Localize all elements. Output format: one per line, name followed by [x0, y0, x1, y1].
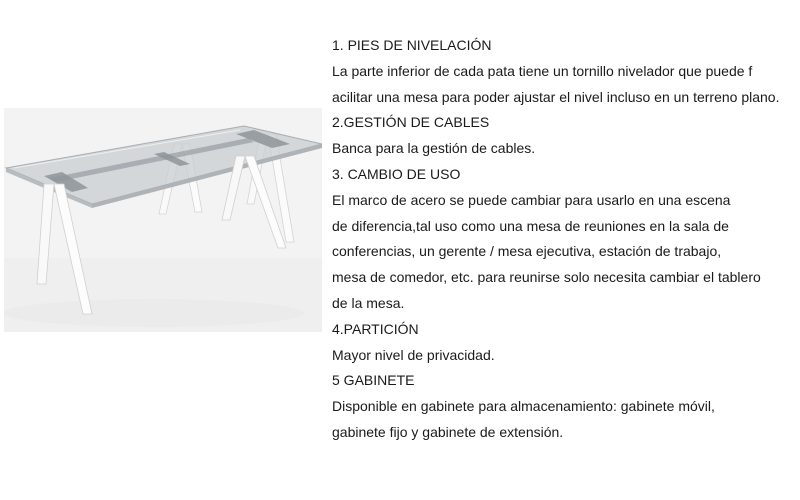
- leveling-feet-text-line: acilitar una mesa para poder ajustar el nivel incluso en un terreno plano.: [332, 88, 780, 105]
- change-of-use-text-line: mesa de comedor, etc. para reunirse solo necesita cambiar el tablero: [332, 269, 761, 286]
- change-of-use-text-line: El marco de acero se puede cambiar para usarlo en una escena: [332, 191, 731, 208]
- cabinet-text-line: Disponible en gabinete para almacenamiento: gabinete móvil,: [332, 398, 715, 415]
- floor-shadow: [4, 299, 304, 327]
- feature-description: [332, 33, 798, 446]
- change-of-use-text-line: de diferencia,tal uso como una mesa de reuniones en la sala de: [332, 217, 729, 234]
- leveling-feet-text-line: La parte inferior de cada pata tiene un tornillo nivelador que puede f: [332, 62, 753, 79]
- change-of-use-text-line: de la mesa.: [332, 294, 405, 311]
- heading-change-of-use: 3. CAMBIO DE USO: [332, 165, 461, 182]
- heading-leveling-feet: 1. PIES DE NIVELACIÓN: [332, 37, 492, 53]
- heading-partition: 4.PARTICIÓN: [332, 320, 419, 337]
- heading-cabinet: 5 GABINETE: [332, 372, 415, 389]
- change-of-use-text-line: conferencias, un gerente / mesa ejecutiva, estación de trabajo,: [332, 243, 722, 260]
- heading-cable-management: 2.GESTIÓN DE CABLES: [332, 114, 490, 131]
- cable-management-text-line: Banca para la gestión de cables.: [332, 140, 536, 157]
- glass-table-image: [4, 108, 322, 332]
- cabinet-text-line: gabinete fijo y gabinete de extensión.: [332, 423, 564, 440]
- partition-text-line: Mayor nivel de privacidad.: [332, 346, 495, 363]
